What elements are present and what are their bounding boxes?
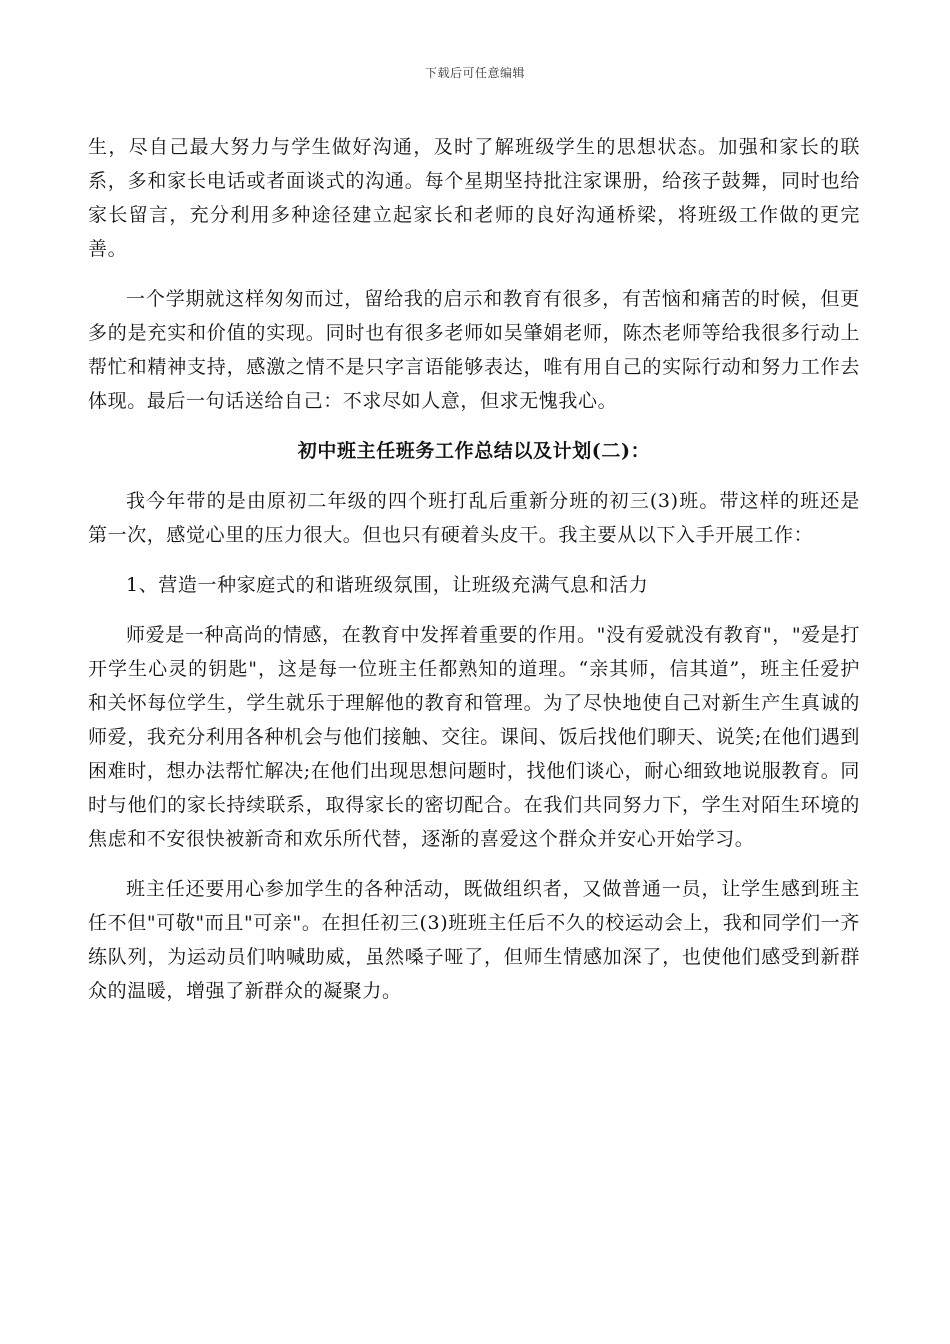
paragraph-teacher-love: 师爱是一种高尚的情感，在教育中发挥着重要的作用。"没有爱就没有教育"，"爱是打开学生心灵的钥匙"，这是每一位班主任都熟知的道理。“亲其师，信其道”，班主任爱护和关怀每位学生，学生就乐于理解他的教育和管理。为了尽快地使自己对新生产生真诚的师爱，我充分利用各种机会与他们接触、交往。课间、饭后找他们聊天、说笑;在他们遇到困难时，想办法帮忙解决;在他们出现思想问题时，找他们谈心，耐心细致地说服教育。同时与他们的家长持续联系，取得家长的密切配合。在我们共同努力下，学生对陌生环境的焦虑和不安很快被新奇和欢乐所代替，逐渐的喜爱这个群众并安心开始学习。 <box>88 624 860 850</box>
paragraph-activities: 班主任还要用心参加学生的各种活动，既做组织者，又做普通一员，让学生感到班主任不但"可敬"而且"可亲"。在担任初三(3)班班主任后不久的校运动会上，我和同学们一齐练队列，为运动员们呐喊助威，虽然嗓子哑了，但师生情感加深了，也使他们感受到新群众的温暖，增强了新群众的凝聚力。 <box>88 878 860 1002</box>
document-body <box>88 130 860 1024</box>
paragraph-continuation: 生，尽自己最大努力与学生做好沟通，及时了解班级学生的思想状态。加强和家长的联系，多和家长电话或者面谈式的沟通。每个星期坚持批注家课册，给孩子鼓舞，同时也给家长留言，充分利用多种途径建立起家长和老师的良好沟通桥梁，将班级工作做的更完善。 <box>88 136 860 260</box>
page-header: 下载后可任意编辑 <box>424 66 525 80</box>
section-heading: 初中班主任班务工作总结以及计划(二)： <box>297 440 651 462</box>
paragraph-reflection: 一个学期就这样匆匆而过，留给我的启示和教育有很多，有苦恼和痛苦的时候，但更多的是充实和价值的实现。同时也有很多老师如吴肇娟老师，陈杰老师等给我很多行动上帮忙和精神支持，感激之情不是只字言语能够表达，唯有用自己的实际行动和努力工作去体现。最后一句话送给自己：不求尽如人意，但求无愧我心。 <box>88 288 860 412</box>
paragraph-intro: 我今年带的是由原初二年级的四个班打乱后重新分班的初三(3)班。带这样的班还是第一次，感觉心里的压力很大。但也只有硬着头皮干。我主要从以下入手开展工作： <box>88 490 860 546</box>
paragraph-point-1: 1、营造一种家庭式的和谐班级氛围，让班级充满气息和活力 <box>126 574 649 596</box>
